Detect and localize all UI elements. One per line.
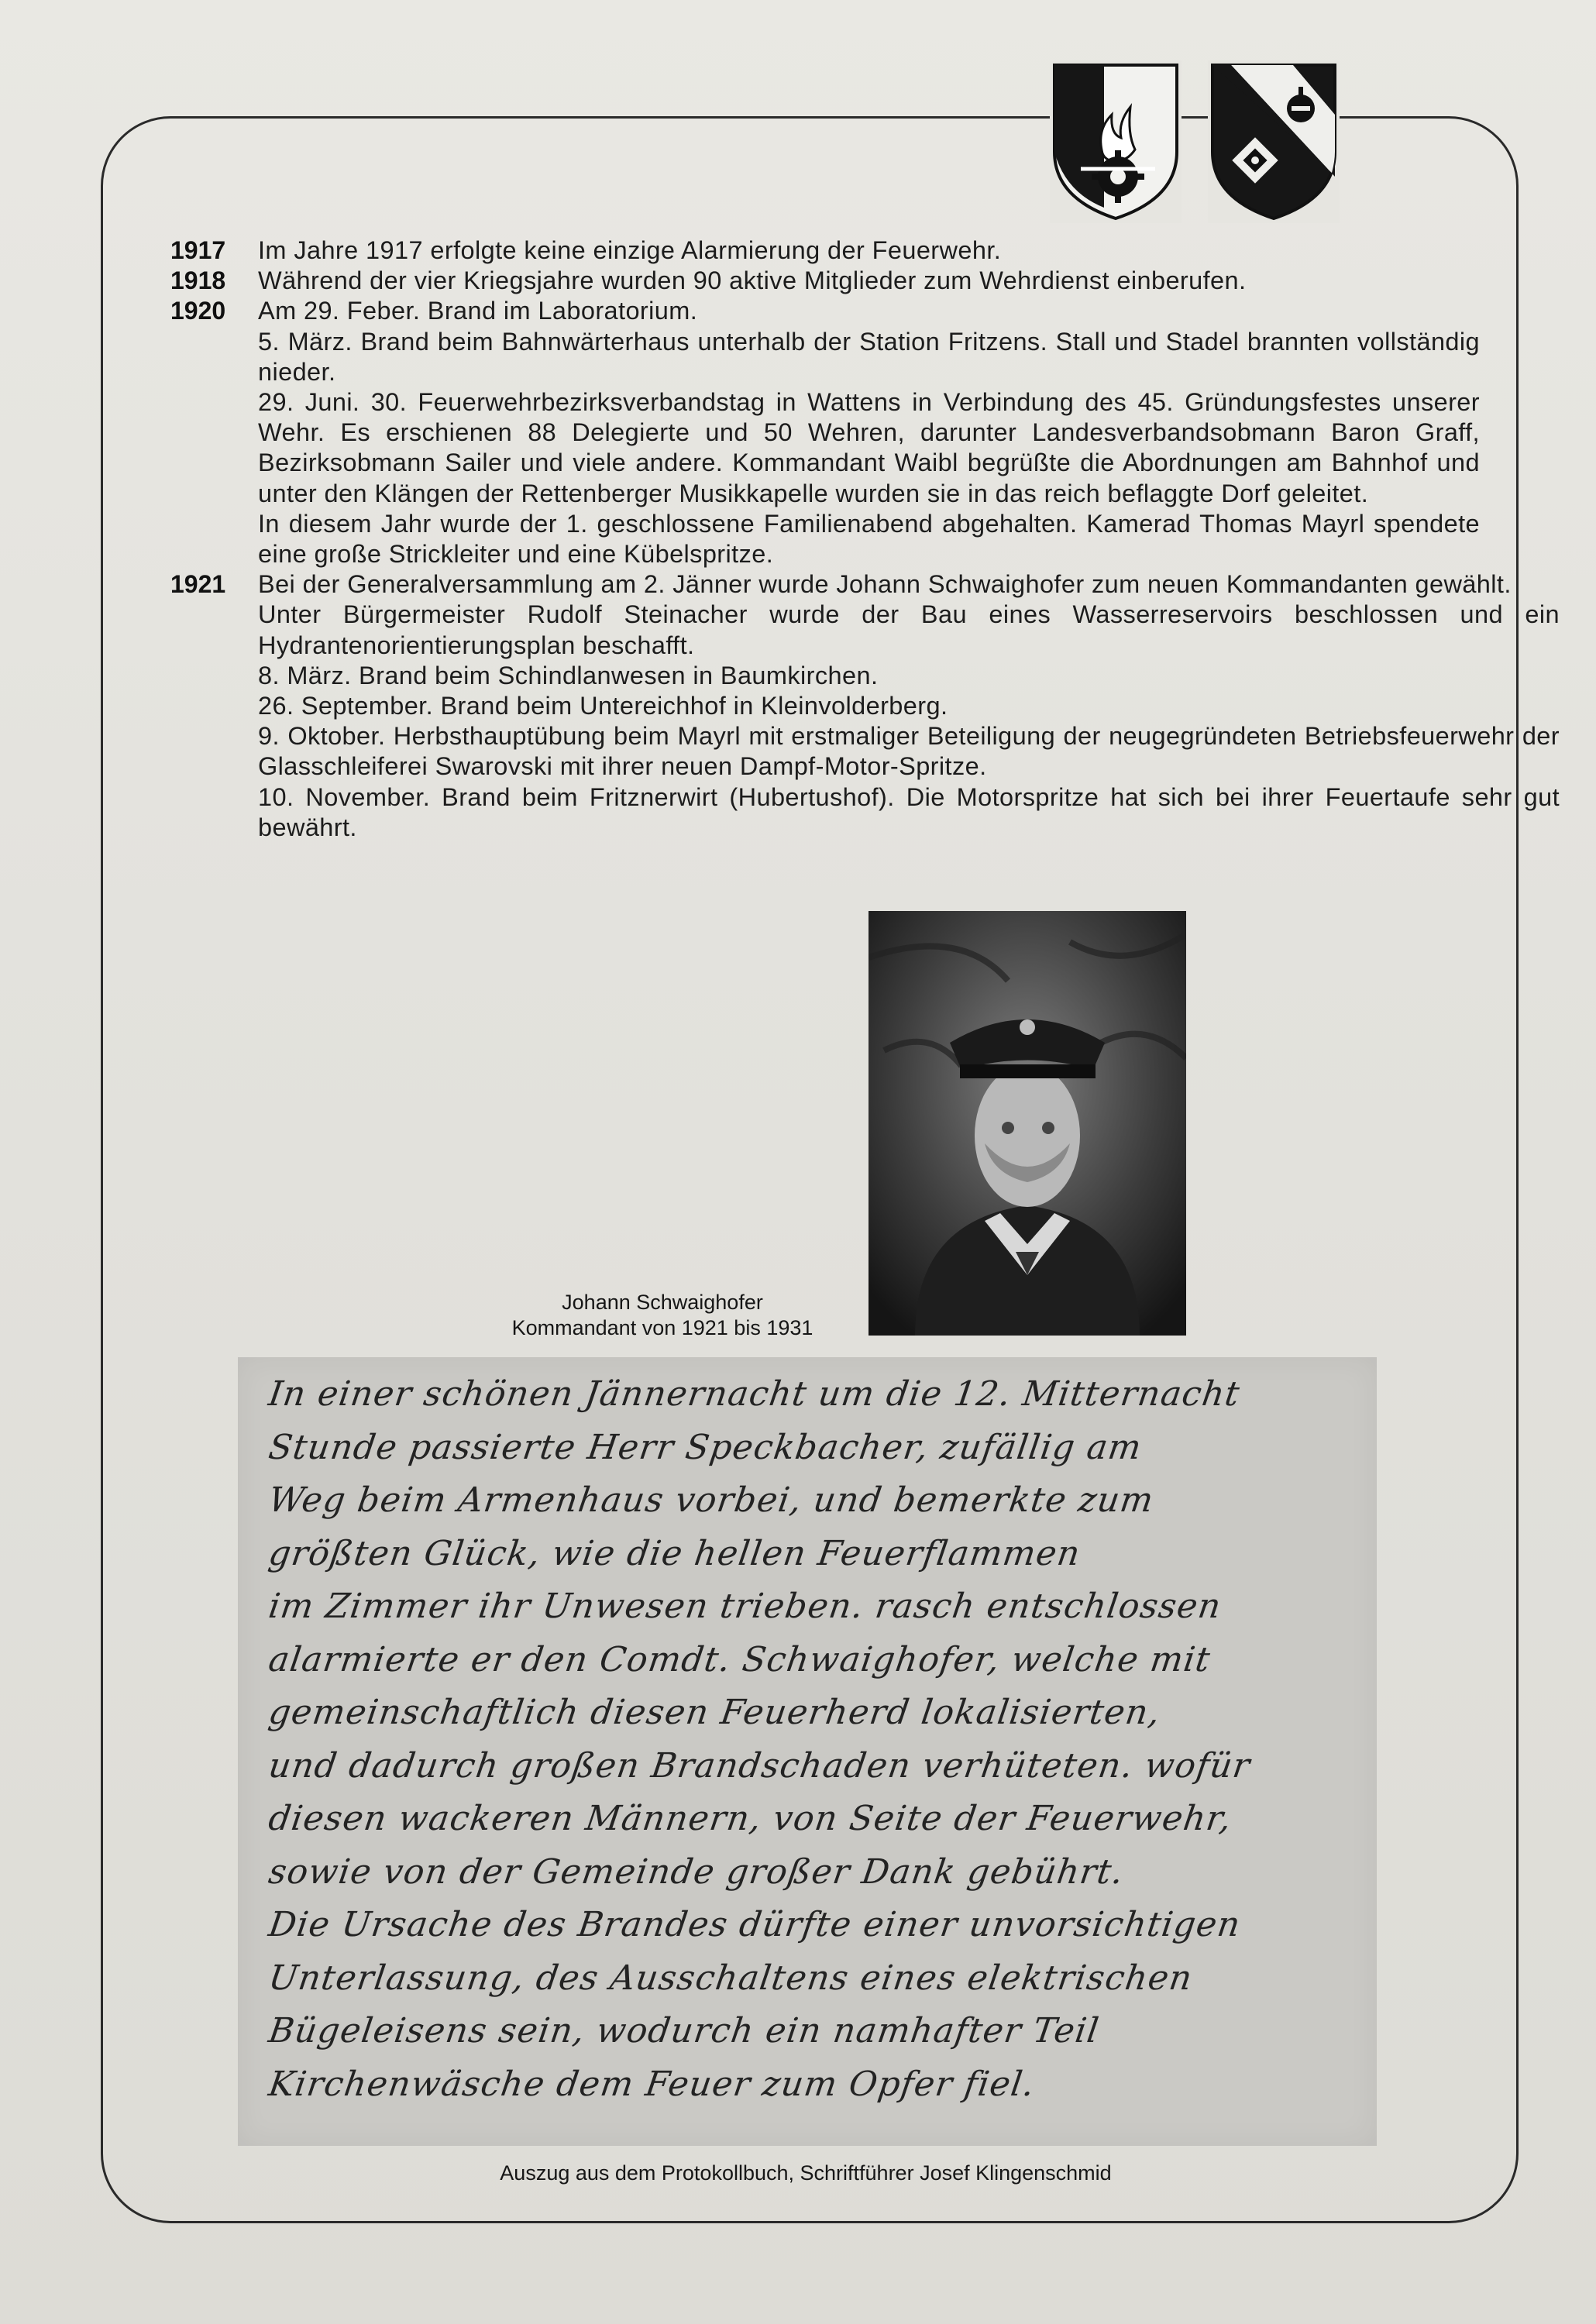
handwritten-line: In einer schönen Jännernacht um die 12. Mitternacht (266, 1374, 1243, 1414)
chronicle-entry-1917 (170, 235, 1480, 266)
handwritten-line: Stunde passierte Herr Speckbacher, zufällig am (266, 1427, 1145, 1467)
portrait-photo (869, 911, 1186, 1336)
handwritten-line: Die Ursache des Brandes dürfte einer unvorsichtigen (266, 1905, 1243, 1944)
chronicle-text: 26. September. Brand beim Untereichhof in Kleinvolderberg. (258, 692, 948, 720)
crests (1050, 60, 1340, 223)
chronicle-text: Am 29. Feber. Brand im Laboratorium. (258, 297, 698, 325)
handwritten-line: größten Glück, wie die hellen Feuerflammen (266, 1533, 1083, 1573)
chronicle-list (170, 235, 1560, 843)
handwritten-line: im Zimmer ihr Unwesen trieben. rasch entschlossen (266, 1587, 1224, 1626)
handwritten-line: sowie von der Gemeinde großer Dank gebührt. (266, 1851, 1126, 1892)
chronicle-text: Bei der Generalversammlung am 2. Jänner wurde Johann Schwaighofer zum neuen Kommandanten gewählt. (258, 570, 1512, 599)
handwritten-line: alarmierte er den Comdt. Schwaighofer, welche mit (266, 1639, 1213, 1679)
year-label: 1917 (170, 236, 226, 264)
chronicle-text: Unter Bürgermeister Rudolf Steinacher wurde der Bau eines Wasserreservoirs beschlossen und ein Hydrantenorientierungsplan beschafft. (258, 600, 1560, 659)
chronicle-entry-1920 (170, 296, 1480, 569)
year-label: 1920 (170, 297, 226, 325)
year-label: 1918 (170, 266, 226, 295)
chronicle-text: 10. November. Brand beim Fritznerwirt (Hubertushof). Die Motorspritze hat sich bei ihrer Feuertaufe sehr gut bewährt. (258, 782, 1560, 841)
handwritten-line: und dadurch großen Brandschaden verhüteten. wofür (266, 1745, 1254, 1786)
chronicle-entry-1921 (170, 569, 1560, 843)
chronicle-text: 29. Juni. 30. Feuerwehrbezirksverbandstag in Wattens in Verbindung des 45. Gründungsfestes unserer Wehr. Es erschienen 88 Delegierte und 50 Wehren, darunter Landesverbandsobmann Baron Graff, Bezirksobmann Sailer und viele andere. Kommandant Waibl begrüßte die Abordnungen am Bahnhof und unter den Klängen der Rettenberger Musikkapelle wurden sie in das reich beflaggte Dorf geleitet. (258, 388, 1480, 507)
fire-brigade-crest-icon (1050, 60, 1182, 223)
handwritten-protocol-excerpt (238, 1357, 1377, 2146)
chronicle-text: In diesem Jahr wurde der 1. geschlossene Familienabend abgehalten. Kamerad Thomas Mayrl spendete eine große Strickleiter und eine Kübelspritze. (258, 509, 1480, 569)
handwritten-line: gemeinschaftlich diesen Feuerherd lokalisierten, (266, 1693, 1164, 1732)
excerpt-caption: Auszug aus dem Protokollbuch, Schriftführer Josef Klingenschmid (500, 2161, 1112, 2185)
handwritten-line: Unterlassung, des Ausschaltens eines elektrischen (266, 1958, 1195, 1998)
year-label: 1921 (170, 570, 226, 599)
municipal-coat-of-arms-icon (1208, 60, 1340, 223)
handwritten-line: Weg beim Armenhaus vorbei, und bemerkte zum (266, 1480, 1157, 1520)
photo-caption (465, 1290, 860, 1341)
handwritten-line: Kirchenwäsche dem Feuer zum Opfer fiel. (266, 2064, 1038, 2104)
chronicle-text: 5. März. Brand beim Bahnwärterhaus unterhalb der Station Fritzens. Stall und Stadel brannten vollständig nieder. (258, 327, 1480, 386)
chronicle-text: 8. März. Brand beim Schindlanwesen in Baumkirchen. (258, 661, 879, 689)
handwritten-line: Bügeleisens sein, wodurch ein namhafter Teil (266, 2011, 1102, 2051)
chronicle-text: Im Jahre 1917 erfolgte keine einzige Alarmierung der Feuerwehr. (258, 236, 1002, 264)
chronicle-entry-1918 (170, 266, 1480, 296)
handwritten-line: diesen wackeren Männern, von Seite der Feuerwehr, (266, 1799, 1235, 1838)
chronicle-text: Während der vier Kriegsjahre wurden 90 aktive Mitglieder zum Wehrdienst einberufen. (258, 266, 1247, 295)
photo-caption-name: Johann Schwaighofer (562, 1291, 763, 1314)
photo-caption-role: Kommandant von 1921 bis 1931 (511, 1316, 813, 1339)
chronicle-text: 9. Oktober. Herbsthauptübung beim Mayrl mit erstmaliger Beteiligung der neugegründeten Betriebsfeuerwehr der Glasschleiferei Swarovski mit ihrer neuen Dampf-Motor-Spritze. (258, 722, 1560, 781)
